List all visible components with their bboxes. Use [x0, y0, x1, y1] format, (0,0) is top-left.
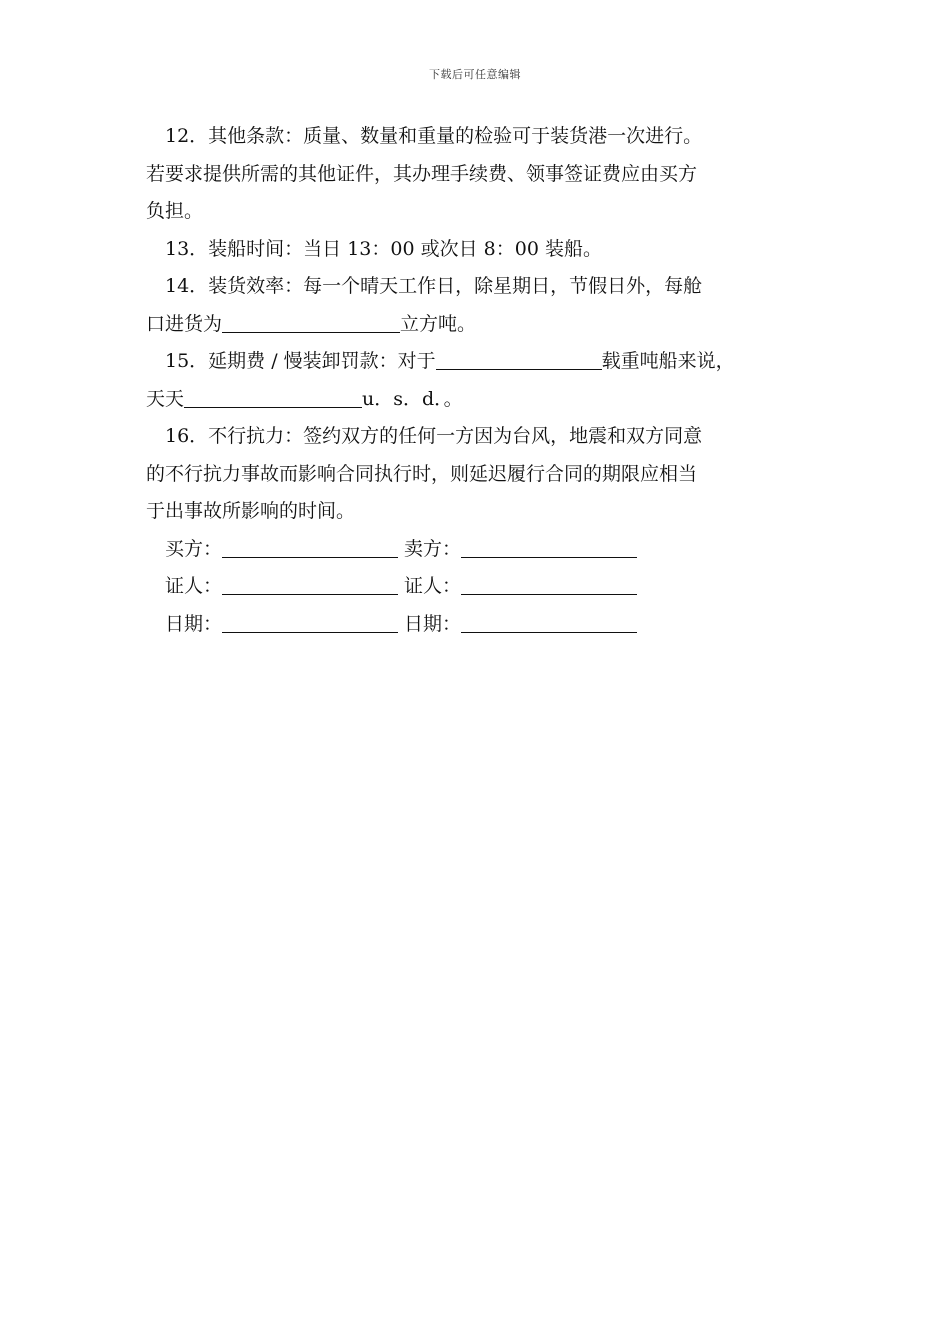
signature-row-witnesses — [146, 568, 806, 606]
daily-demurrage-blank[interactable] — [184, 385, 362, 408]
buyer-label: 买方： — [165, 537, 223, 560]
clause-12-line-2: 若要求提供所需的其他证件，其办理手续费、领事签证费应由买方 — [146, 162, 698, 185]
page-header: 下载后可任意编辑 — [429, 68, 521, 81]
buyer-signature-blank[interactable] — [222, 535, 398, 558]
clause-15-prefix: 15．延期费 / 慢装卸罚款：对于 — [165, 350, 436, 372]
clause-15-line2-suffix: u．s．d．。 — [362, 387, 463, 410]
clause-14-prefix: 口进货为 — [146, 312, 223, 335]
clause-15-line2-prefix: 天天 — [146, 387, 185, 410]
clause-12-line-3: 负担。 — [146, 200, 204, 222]
clause-15-line-1 — [146, 343, 806, 381]
seller-label: 卖方： — [404, 537, 462, 560]
clause-16-line-1: 16．不行抗力：签约双方的任何一方因为台风，地震和双方同意 — [165, 425, 703, 447]
cargo-volume-blank[interactable] — [222, 310, 400, 333]
deadweight-tonnage-blank[interactable] — [436, 347, 602, 370]
clause-16-line-2: 的不行抗力事故而影响合同执行时，则延迟履行合同的期限应相当 — [146, 462, 698, 485]
witness1-label: 证人： — [165, 575, 223, 597]
clause-12-line-1: 12．其他条款：质量、数量和重量的检验可于装货港一次进行。 — [165, 125, 703, 147]
clause-15 — [146, 343, 806, 381]
clause-14-suffix: 立方吨。 — [400, 312, 477, 335]
clause-13 — [146, 231, 806, 269]
clause-14-cont — [146, 306, 806, 344]
date2-label: 日期： — [404, 612, 462, 635]
clause-14 — [146, 268, 806, 306]
clause-15-suffix: 载重吨船来说， — [601, 350, 735, 372]
clause-16-cont — [146, 456, 806, 531]
clause-13-line-1: 13．装船时间：当日 13：00 或次日 8：00 装船。 — [165, 237, 602, 260]
clause-14-line-1: 14．装货效率：每一个晴天工作日，除星期日，节假日外，每舱 — [165, 275, 703, 297]
contract-body — [146, 118, 806, 643]
clause-15-line-2 — [146, 381, 806, 419]
clause-16-line-3: 于出事故所影响的时间。 — [146, 500, 356, 522]
witness1-signature-blank[interactable] — [222, 572, 398, 595]
witness2-signature-blank[interactable] — [461, 572, 637, 595]
date2-blank[interactable] — [461, 610, 637, 633]
clause-14-line-2 — [146, 306, 806, 344]
signature-row-dates — [146, 606, 806, 644]
clause-16 — [146, 418, 806, 456]
clause-15-cont — [146, 381, 806, 419]
clause-12 — [146, 118, 806, 156]
witness2-label: 证人： — [404, 575, 462, 597]
signature-row-parties — [146, 531, 806, 569]
date1-blank[interactable] — [222, 610, 398, 633]
seller-signature-blank[interactable] — [461, 535, 637, 558]
date1-label: 日期： — [165, 612, 223, 635]
clause-12-cont — [146, 156, 806, 231]
